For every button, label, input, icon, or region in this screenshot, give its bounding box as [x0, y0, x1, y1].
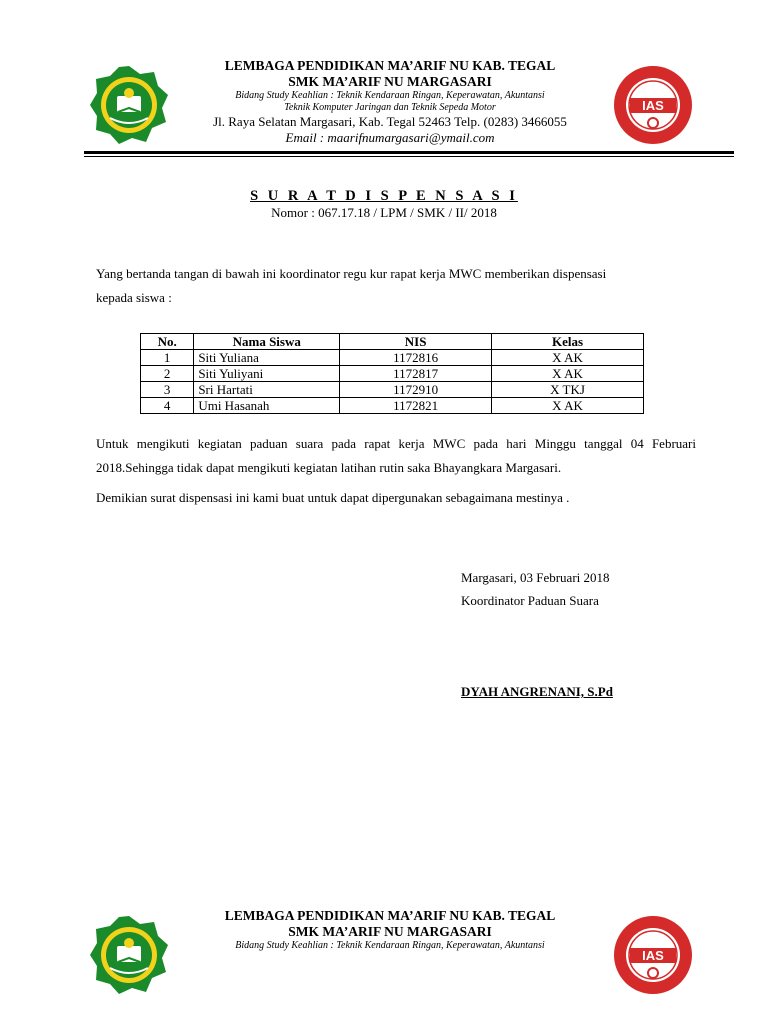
- cell-name: Siti Yuliyani: [194, 366, 340, 382]
- signer-role: Koordinator Paduan Suara: [461, 593, 599, 608]
- study-fields-line1: Bidang Study Keahlian : Teknik Kendaraan Ringan, Keperawatan, Akuntansi: [235, 940, 545, 951]
- school-logo-icon: [88, 914, 170, 996]
- cell-no: 3: [141, 382, 194, 398]
- cell-name: Umi Hasanah: [194, 398, 340, 414]
- table-row: [141, 398, 644, 414]
- study-fields-line2: Teknik Komputer Jaringan dan Teknik Sepeda Motor: [284, 102, 496, 113]
- ias-certification-logo-icon: [612, 64, 694, 146]
- cell-kelas: X AK: [492, 350, 644, 366]
- ias-text: IAS: [642, 98, 664, 113]
- cell-no: 2: [141, 366, 194, 382]
- place-date: Margasari, 03 Februari 2018: [461, 570, 610, 585]
- table-header-row: [141, 334, 644, 350]
- school-address: Jl. Raya Selatan Margasari, Kab. Tegal 52463 Telp. (0283) 3466055: [213, 114, 567, 129]
- cell-no: 4: [141, 398, 194, 414]
- cell-kelas: X AK: [492, 366, 644, 382]
- letterhead-text: [180, 908, 600, 952]
- ias-certification-logo-icon: [612, 914, 694, 996]
- school-name: SMK MA’ARIF NU MARGASARI: [288, 924, 492, 939]
- org-name: LEMBAGA PENDIDIKAN MA’ARIF NU KAB. TEGAL: [224, 58, 556, 73]
- signer-name: DYAH ANGRENANI, S.Pd: [461, 684, 613, 699]
- letter-title: S U R A T D I S P E N S A S I: [250, 188, 518, 204]
- letter-number: Nomor : 067.17.18 / LPM / SMK / II/ 2018: [271, 205, 497, 220]
- col-header-no: No.: [141, 334, 194, 350]
- cell-no: 1: [141, 350, 194, 366]
- cell-name: Sri Hartati: [194, 382, 340, 398]
- school-email: Email : maarifnumargasari@ymail.com: [285, 130, 495, 145]
- students-table: [140, 333, 644, 414]
- cell-nis: 1172910: [340, 382, 492, 398]
- table-row: [141, 366, 644, 382]
- cell-nis: 1172821: [340, 398, 492, 414]
- letterhead-text: [180, 58, 600, 146]
- school-name: SMK MA’ARIF NU MARGASARI: [288, 74, 492, 89]
- org-name: LEMBAGA PENDIDIKAN MA’ARIF NU KAB. TEGAL: [224, 908, 556, 923]
- col-header-kelas: Kelas: [492, 334, 644, 350]
- col-header-nis: NIS: [340, 334, 492, 350]
- header-divider: [84, 151, 734, 154]
- intro-line-1: Yang bertanda tangan di bawah ini koordinator regu kur rapat kerja MWC memberikan dispensasi: [96, 266, 607, 281]
- table-row: [141, 350, 644, 366]
- ias-text: IAS: [642, 948, 664, 963]
- cell-kelas: X AK: [492, 398, 644, 414]
- body-paragraph-1: Untuk mengikuti kegiatan paduan suara pada rapat kerja MWC pada hari Minggu tanggal 04 Februari 2018.Sehingga tidak dapat mengikuti kegiatan latihan rutin saka Bhayangkara Margasari.: [96, 436, 696, 475]
- col-header-name: Nama Siswa: [194, 334, 340, 350]
- table-row: [141, 382, 644, 398]
- school-logo-icon: [88, 64, 170, 146]
- intro-line-2: kepada siswa :: [96, 290, 172, 305]
- study-fields-line1: Bidang Study Keahlian : Teknik Kendaraan Ringan, Keperawatan, Akuntansi: [235, 90, 545, 101]
- cell-name: Siti Yuliana: [194, 350, 340, 366]
- cell-kelas: X TKJ: [492, 382, 644, 398]
- cell-nis: 1172817: [340, 366, 492, 382]
- header-divider-thin: [84, 156, 734, 157]
- cell-nis: 1172816: [340, 350, 492, 366]
- closing-paragraph: Demikian surat dispensasi ini kami buat untuk dapat dipergunakan sebagaimana mestinya .: [96, 490, 570, 505]
